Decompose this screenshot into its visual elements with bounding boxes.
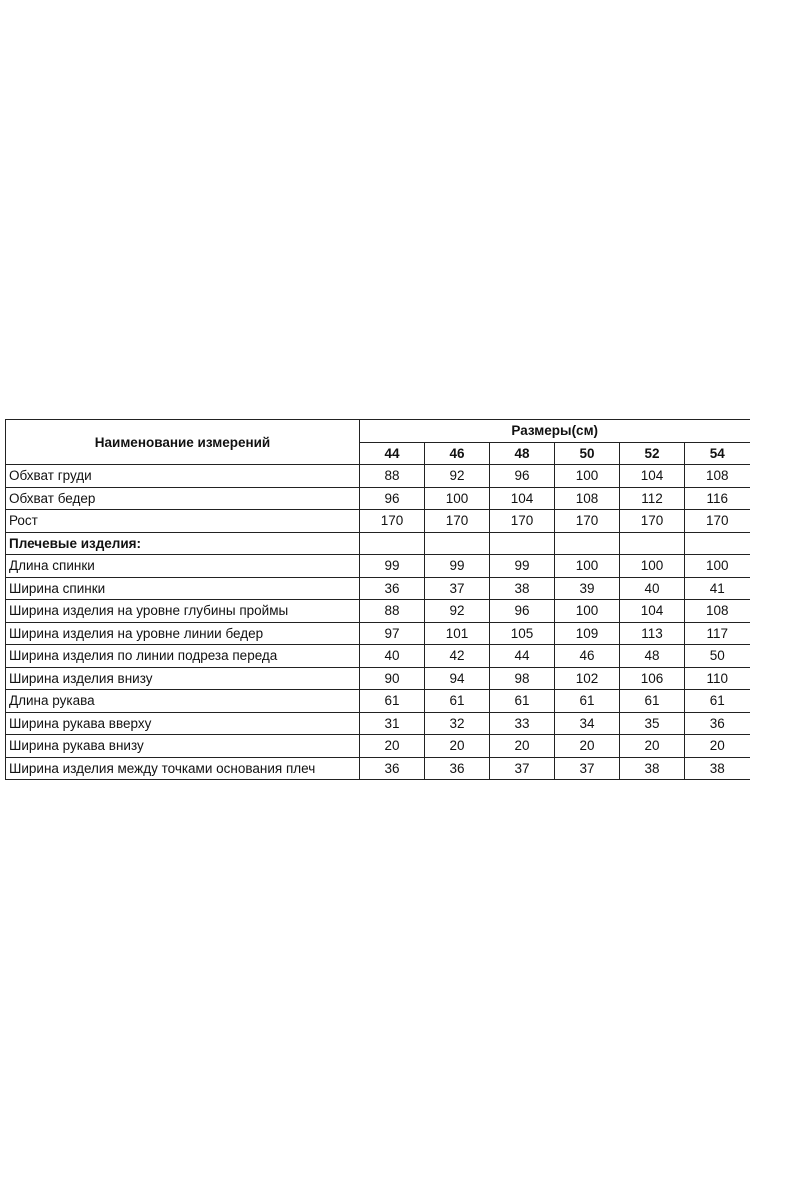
size-header-52: 52 bbox=[620, 442, 685, 465]
measurement-value-cell: 38 bbox=[620, 757, 685, 780]
measurement-name-cell: Ширина изделия между точками основания плеч bbox=[6, 757, 360, 780]
measurement-value-cell: 20 bbox=[555, 735, 620, 758]
measurement-value-cell: 170 bbox=[360, 510, 425, 533]
size-chart-table bbox=[5, 419, 750, 780]
measurement-value-cell: 36 bbox=[425, 757, 490, 780]
measurement-value-cell: 20 bbox=[620, 735, 685, 758]
measurement-value-cell: 61 bbox=[425, 690, 490, 713]
measurement-name-cell: Ширина изделия внизу bbox=[6, 667, 360, 690]
measurement-value-cell: 37 bbox=[490, 757, 555, 780]
measurement-value-cell: 96 bbox=[490, 600, 555, 623]
measurement-value-cell: 61 bbox=[685, 690, 750, 713]
measurement-value-cell: 97 bbox=[360, 622, 425, 645]
measurement-value-cell: 99 bbox=[425, 555, 490, 578]
measurement-value-cell: 108 bbox=[555, 487, 620, 510]
table-row bbox=[6, 577, 750, 600]
measurement-value-cell: 31 bbox=[360, 712, 425, 735]
table-row bbox=[6, 757, 750, 780]
measurement-value-cell: 100 bbox=[685, 555, 750, 578]
measurement-name-cell: Обхват груди bbox=[6, 465, 360, 488]
measurement-value-cell: 40 bbox=[360, 645, 425, 668]
table-row bbox=[6, 622, 750, 645]
measurement-name-cell: Длина спинки bbox=[6, 555, 360, 578]
measurement-name-cell: Рост bbox=[6, 510, 360, 533]
table-row bbox=[6, 712, 750, 735]
measurement-value-cell: 170 bbox=[555, 510, 620, 533]
table-row bbox=[6, 735, 750, 758]
measurement-value-cell: 170 bbox=[620, 510, 685, 533]
measurement-value-cell: 36 bbox=[685, 712, 750, 735]
measurement-value-cell: 102 bbox=[555, 667, 620, 690]
measurement-value-cell: 42 bbox=[425, 645, 490, 668]
measurement-name-cell: Ширина рукава внизу bbox=[6, 735, 360, 758]
measurement-value-cell: 36 bbox=[360, 577, 425, 600]
measurement-value-cell: 61 bbox=[490, 690, 555, 713]
measurement-value-cell: 106 bbox=[620, 667, 685, 690]
measurement-value-cell: 40 bbox=[620, 577, 685, 600]
measurement-value-cell: 37 bbox=[425, 577, 490, 600]
empty-cell bbox=[555, 532, 620, 555]
measurement-value-cell: 61 bbox=[360, 690, 425, 713]
measurement-value-cell: 99 bbox=[360, 555, 425, 578]
measurement-value-cell: 32 bbox=[425, 712, 490, 735]
measurement-value-cell: 100 bbox=[555, 465, 620, 488]
measurement-value-cell: 20 bbox=[490, 735, 555, 758]
measurement-value-cell: 98 bbox=[490, 667, 555, 690]
measurement-value-cell: 104 bbox=[490, 487, 555, 510]
measurement-value-cell: 50 bbox=[685, 645, 750, 668]
measurement-name-header: Наименование измерений bbox=[6, 420, 360, 465]
measurement-name-cell: Ширина рукава вверху bbox=[6, 712, 360, 735]
measurement-value-cell: 104 bbox=[620, 465, 685, 488]
measurement-value-cell: 38 bbox=[685, 757, 750, 780]
measurement-name-cell: Ширина изделия на уровне глубины проймы bbox=[6, 600, 360, 623]
measurement-value-cell: 96 bbox=[490, 465, 555, 488]
size-header-46: 46 bbox=[425, 442, 490, 465]
measurement-name-cell: Ширина спинки bbox=[6, 577, 360, 600]
measurement-value-cell: 100 bbox=[555, 600, 620, 623]
measurement-value-cell: 61 bbox=[620, 690, 685, 713]
measurement-value-cell: 41 bbox=[685, 577, 750, 600]
table-row bbox=[6, 690, 750, 713]
measurement-value-cell: 36 bbox=[360, 757, 425, 780]
measurement-value-cell: 101 bbox=[425, 622, 490, 645]
measurement-value-cell: 92 bbox=[425, 465, 490, 488]
measurement-value-cell: 108 bbox=[685, 465, 750, 488]
measurement-value-cell: 33 bbox=[490, 712, 555, 735]
measurement-name-cell: Ширина изделия на уровне линии бедер bbox=[6, 622, 360, 645]
sizes-group-header: Размеры(см) bbox=[360, 420, 750, 443]
measurement-value-cell: 20 bbox=[360, 735, 425, 758]
measurement-value-cell: 39 bbox=[555, 577, 620, 600]
measurement-value-cell: 112 bbox=[620, 487, 685, 510]
empty-cell bbox=[490, 532, 555, 555]
measurement-value-cell: 104 bbox=[620, 600, 685, 623]
measurement-value-cell: 170 bbox=[490, 510, 555, 533]
measurement-value-cell: 48 bbox=[620, 645, 685, 668]
measurement-value-cell: 88 bbox=[360, 465, 425, 488]
empty-cell bbox=[685, 532, 750, 555]
measurement-value-cell: 20 bbox=[425, 735, 490, 758]
measurement-value-cell: 170 bbox=[685, 510, 750, 533]
size-header-54: 54 bbox=[685, 442, 750, 465]
table-row bbox=[6, 555, 750, 578]
measurement-value-cell: 94 bbox=[425, 667, 490, 690]
table-header-row bbox=[6, 420, 750, 443]
measurement-value-cell: 44 bbox=[490, 645, 555, 668]
empty-cell bbox=[620, 532, 685, 555]
empty-cell bbox=[360, 532, 425, 555]
empty-cell bbox=[425, 532, 490, 555]
table-row bbox=[6, 600, 750, 623]
measurement-value-cell: 100 bbox=[425, 487, 490, 510]
measurement-value-cell: 37 bbox=[555, 757, 620, 780]
measurement-value-cell: 108 bbox=[685, 600, 750, 623]
size-table-body bbox=[6, 465, 750, 780]
size-header-44: 44 bbox=[360, 442, 425, 465]
measurement-value-cell: 109 bbox=[555, 622, 620, 645]
size-header-50: 50 bbox=[555, 442, 620, 465]
measurement-value-cell: 117 bbox=[685, 622, 750, 645]
measurement-name-cell: Обхват бедер bbox=[6, 487, 360, 510]
measurement-value-cell: 113 bbox=[620, 622, 685, 645]
measurement-value-cell: 99 bbox=[490, 555, 555, 578]
measurement-value-cell: 38 bbox=[490, 577, 555, 600]
measurement-value-cell: 105 bbox=[490, 622, 555, 645]
measurement-value-cell: 100 bbox=[620, 555, 685, 578]
measurement-value-cell: 46 bbox=[555, 645, 620, 668]
measurement-value-cell: 110 bbox=[685, 667, 750, 690]
section-row bbox=[6, 532, 750, 555]
table-row bbox=[6, 465, 750, 488]
measurement-value-cell: 34 bbox=[555, 712, 620, 735]
table-row bbox=[6, 510, 750, 533]
measurement-value-cell: 88 bbox=[360, 600, 425, 623]
measurement-value-cell: 20 bbox=[685, 735, 750, 758]
table-row bbox=[6, 487, 750, 510]
section-title-cell: Плечевые изделия: bbox=[6, 532, 360, 555]
measurement-value-cell: 90 bbox=[360, 667, 425, 690]
table-row bbox=[6, 667, 750, 690]
size-header-48: 48 bbox=[490, 442, 555, 465]
measurement-value-cell: 170 bbox=[425, 510, 490, 533]
measurement-value-cell: 100 bbox=[555, 555, 620, 578]
measurement-name-cell: Длина рукава bbox=[6, 690, 360, 713]
measurement-value-cell: 61 bbox=[555, 690, 620, 713]
measurement-value-cell: 116 bbox=[685, 487, 750, 510]
table-row bbox=[6, 645, 750, 668]
measurement-value-cell: 96 bbox=[360, 487, 425, 510]
measurement-value-cell: 92 bbox=[425, 600, 490, 623]
measurement-name-cell: Ширина изделия по линии подреза переда bbox=[6, 645, 360, 668]
measurement-value-cell: 35 bbox=[620, 712, 685, 735]
